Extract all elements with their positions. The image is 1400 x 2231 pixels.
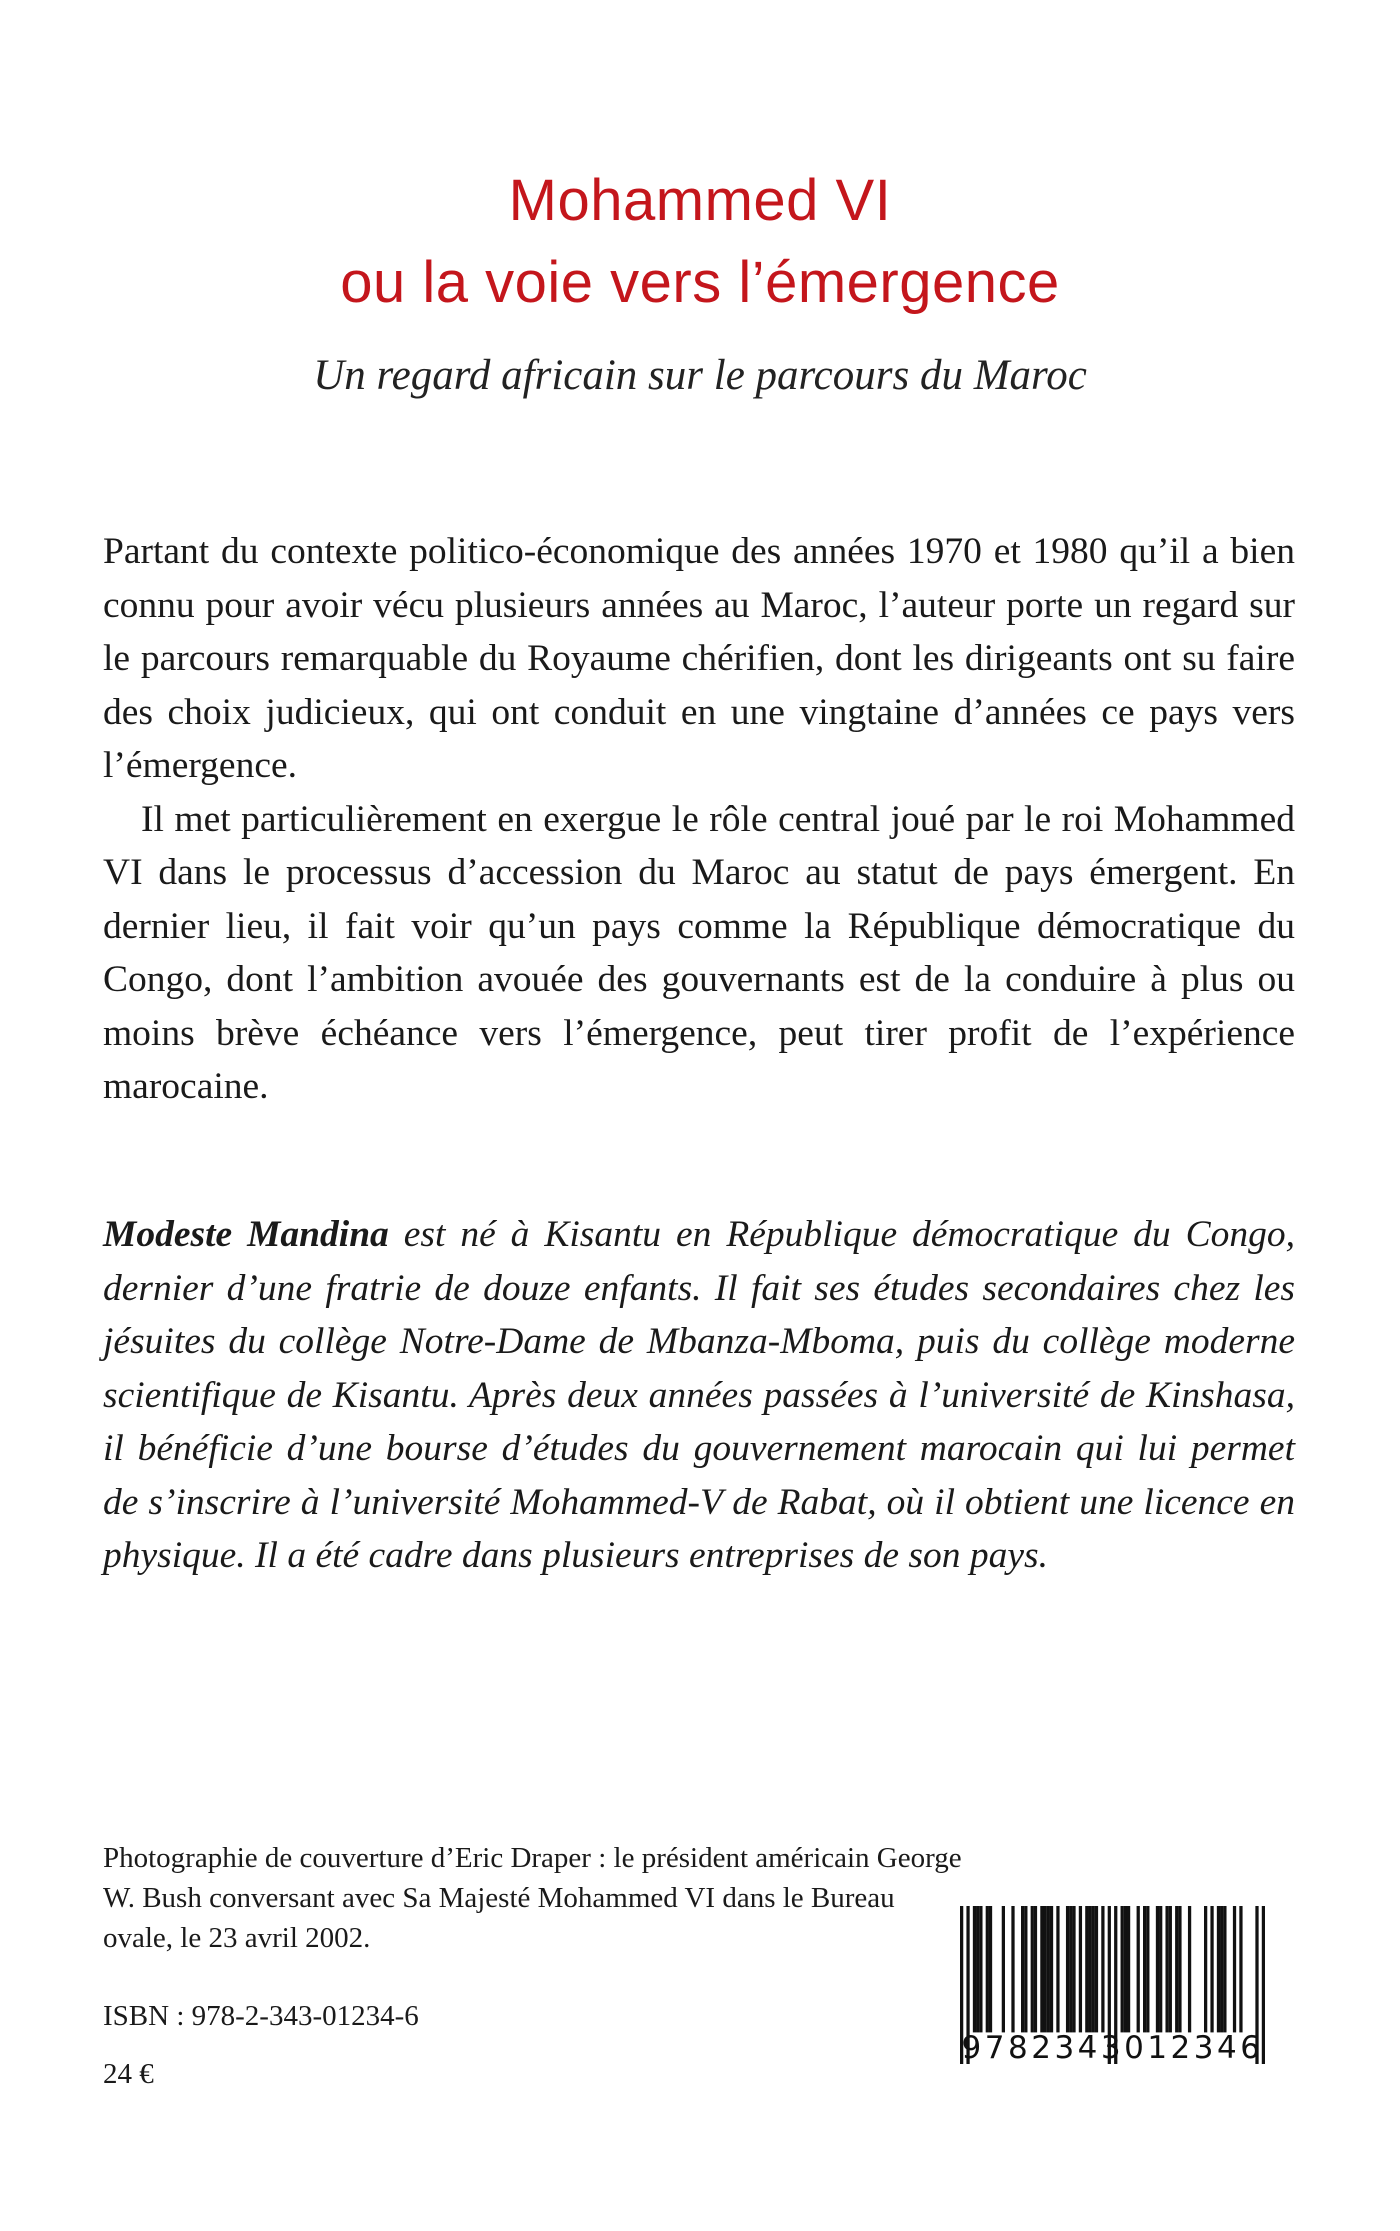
barcode-bar [1159,1906,1162,2032]
barcode-bar [1204,1906,1207,2032]
blurb-paragraph-2: Il met particulièrement en exergue le rôle central joué par le roi Mohammed VI dans le processus d’accession du Maroc au statut de pays émergent. En dernier lieu, il fait voir qu’un pays comme la République démocratique du Congo, dont l’ambition avouée des gouvernants est de la conduire à plus ou moins brève échéance vers l’émergence, peut tirer profit de l’expérience marocaine. [103,798,1295,1107]
barcode-bar [1220,1906,1223,2032]
barcode-number: 9782343012346 [961,2030,1264,2066]
book-title-line-2: ou la voie vers l’émergence [340,250,1060,315]
barcode-bar [1011,1906,1014,2032]
author-bio [103,1208,1295,1583]
barcode-bar [1031,1906,1034,2032]
barcode-bar [1088,1906,1091,2032]
barcode-bar [1034,1906,1037,2032]
barcode-bar [1146,1906,1149,2032]
barcode-bar [1188,1906,1191,2032]
barcode-bar [1217,1906,1220,2032]
barcode-bar [973,1906,976,2032]
barcode-bar [1178,1906,1181,2032]
barcode-bar [1002,1906,1005,2032]
barcode-bar [986,1906,989,2032]
author-name: Modeste Mandina [103,1214,389,1255]
barcode-bar [1043,1906,1046,2032]
barcode-bar [1101,1906,1104,2032]
photo-credits: Photographie de couverture d’Eric Draper : le président américain George W. Bush conversant avec Sa Majesté Mohammed VI dans le Bureau ovale, le 23 avril 2002. [103,1842,962,1954]
barcode-bar [1233,1906,1236,2032]
barcode-bar [1175,1906,1178,2032]
barcode-bar [1124,1906,1127,2032]
barcode-bar [1085,1906,1088,2032]
barcode-bar [1165,1906,1168,2032]
barcode-bar [1024,1906,1027,2032]
blurb-paragraph-1: Partant du contexte politico-économique des années 1970 et 1980 qu’il a bien connu pour avoir vécu plusieurs années au Maroc, l’auteur porte un regard sur le parcours remarquable du Royaume chérifien, dont les dirigeants ont su faire des choix judicieux, qui ont conduit en une vingtaine d’années ce pays vers l’émergence. [103,531,1295,786]
barcode-bar [1069,1906,1072,2032]
barcode-bar [1137,1906,1140,2032]
price: 24 € [103,2058,154,2090]
barcode-bar [1223,1906,1226,2032]
barcode-bar [976,1906,979,2032]
barcode-bar [1040,1906,1043,2032]
book-subtitle: Un regard africain sur le parcours du Maroc [313,352,1087,399]
barcode-bar [1056,1906,1059,2032]
barcode-bar [1127,1906,1130,2032]
barcode-bar [1169,1906,1172,2032]
barcode-bar [1092,1906,1095,2032]
barcode-bar [1239,1906,1242,2032]
barcode-bar [1072,1906,1075,2032]
author-bio-text: est né à Kisantu en République démocratique du Congo, dernier d’une fratrie de douze enfants. Il fait ses études secondaires chez les jésuites du collège Notre-Dame de Mbanza-Mboma, puis du collège moderne scientifique de Kisantu. Après deux années passées à l’université de Kinshasa, il bénéficie d’une bourse d’études du gouvernement marocain qui lui permet de s’inscrire à l’université Mohammed-V de Rabat, où il obtient une licence en physique. Il a été cadre dans plusieurs entreprises de son pays. [103,1214,1295,1576]
barcode-bar [1066,1906,1069,2032]
barcode-bar [1050,1906,1053,2032]
book-title-line-1: Mohammed VI [508,168,892,233]
barcode-bar [1095,1906,1098,2032]
barcode-bar [1210,1906,1213,2032]
barcode-bar [1156,1906,1159,2032]
barcode-bar [1121,1906,1124,2032]
barcode-bar [1079,1906,1082,2032]
barcode-bar [1021,1906,1024,2032]
book-title [0,160,1400,324]
barcode-bar [1047,1906,1050,2032]
blurb [103,525,1295,1114]
barcode-bar [1143,1906,1146,2032]
barcode-bar [989,1906,992,2032]
barcode-bar [979,1906,982,2032]
isbn: ISBN : 978-2-343-01234-6 [103,2000,419,2032]
